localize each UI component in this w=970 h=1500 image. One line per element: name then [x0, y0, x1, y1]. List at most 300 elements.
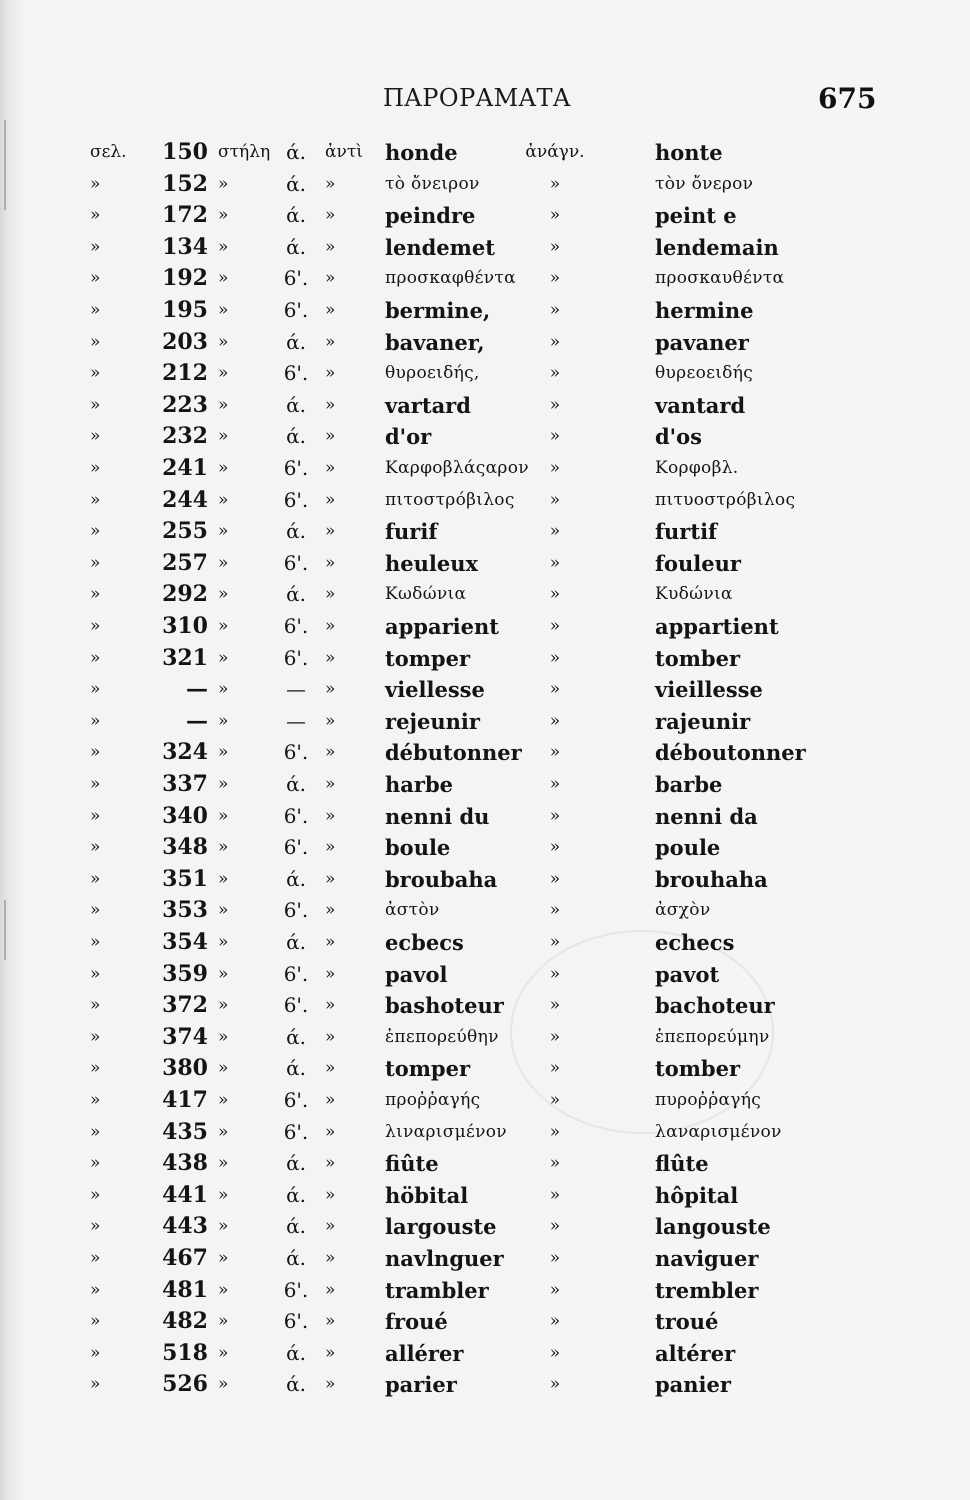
errata-row — [0, 737, 970, 768]
row-read-marker: » — [549, 679, 561, 700]
row-column-marker: » — [218, 1216, 229, 1237]
row-column-marker: » — [218, 173, 229, 194]
row-correction-text: Κυδώνια — [655, 584, 733, 605]
row-correction-text: Κορφοβλ. — [655, 458, 739, 478]
row-page-number: 481 — [162, 1276, 208, 1303]
row-error-text: ἀστὸν — [385, 900, 440, 921]
row-error-text: trambler — [385, 1277, 489, 1303]
row-page-number: 467 — [162, 1245, 208, 1271]
errata-row — [0, 1306, 970, 1337]
row-column: ά. — [286, 1372, 306, 1397]
row-instead-marker: » — [325, 331, 336, 352]
row-read-marker: » — [549, 995, 561, 1016]
row-error-text: bavaner, — [385, 329, 485, 355]
row-sel-marker: » — [90, 394, 101, 415]
row-instead-marker: » — [325, 394, 336, 415]
row-page-number: — — [186, 676, 208, 703]
row-sel-marker: » — [90, 584, 101, 605]
row-column: ά. — [286, 392, 306, 417]
row-error-text: προῤῥαγής — [385, 1090, 481, 1110]
row-column: 6'. — [283, 456, 309, 480]
row-read-marker: » — [549, 1374, 561, 1395]
row-correction-text: poule — [655, 835, 721, 861]
row-column: 6'. — [283, 993, 309, 1018]
row-read-marker: » — [549, 1058, 561, 1079]
row-correction-text: tomber — [655, 645, 741, 671]
row-sel-marker: » — [90, 300, 101, 320]
row-instead-marker: » — [325, 710, 336, 731]
errata-row — [0, 358, 970, 389]
errata-row — [0, 1022, 970, 1053]
row-error-text: vartard — [385, 392, 471, 418]
row-instead-marker: » — [325, 774, 336, 794]
row-instead-marker: » — [325, 1248, 336, 1268]
row-column: 6'. — [283, 740, 309, 765]
row-read-marker: » — [549, 300, 561, 320]
row-read-marker: » — [549, 205, 561, 226]
row-page-number: 482 — [162, 1308, 208, 1335]
row-column-marker: » — [218, 489, 229, 510]
row-column: 6'. — [283, 614, 309, 638]
row-error-text: parier — [385, 1372, 457, 1398]
row-column: 6'. — [283, 1309, 309, 1334]
row-error-text: höbital — [385, 1182, 469, 1208]
row-page-number: 192 — [162, 265, 208, 292]
errata-row — [0, 1243, 970, 1274]
row-error-text: θυροειδής, — [385, 363, 480, 384]
row-instead-marker: » — [325, 1374, 336, 1395]
row-page-number: 152 — [162, 170, 208, 197]
errata-row — [0, 864, 970, 895]
row-page-number: 374 — [162, 1023, 208, 1050]
row-read-marker: » — [549, 900, 561, 921]
row-page-number: 337 — [162, 771, 208, 797]
errata-row — [0, 390, 970, 421]
row-error-text: tomper — [385, 645, 471, 671]
row-column: ά. — [286, 329, 306, 354]
row-column-marker: » — [218, 300, 229, 320]
row-column-marker: » — [218, 1311, 229, 1332]
row-correction-text: ἀσχὸν — [655, 900, 711, 921]
errata-row — [0, 485, 970, 516]
row-read-marker: » — [549, 1090, 561, 1110]
row-error-text: pavol — [385, 961, 448, 987]
row-page-number: 348 — [162, 834, 208, 861]
row-page-number: 172 — [162, 202, 208, 229]
row-read-marker: » — [549, 837, 561, 858]
row-sel-marker: » — [90, 1248, 101, 1268]
row-read-marker: » — [549, 236, 561, 257]
errata-row — [0, 990, 970, 1021]
row-sel-marker: » — [90, 521, 101, 542]
row-error-text: largouste — [385, 1214, 497, 1240]
row-sel-marker: » — [90, 805, 101, 826]
row-column-marker: » — [218, 963, 229, 984]
row-error-text: apparient — [385, 614, 499, 639]
row-read-marker: » — [549, 932, 561, 952]
row-column-marker: » — [218, 710, 229, 731]
errata-row — [0, 1148, 970, 1179]
row-column-marker: » — [218, 1121, 229, 1142]
row-read-marker: » — [549, 458, 561, 478]
row-instead-marker: » — [325, 1311, 336, 1332]
row-page-number: 292 — [162, 581, 208, 608]
row-sel-marker: » — [90, 1279, 101, 1300]
row-read-marker: » — [549, 963, 561, 984]
row-correction-text: appartient — [655, 614, 779, 639]
row-correction-text: troué — [655, 1309, 719, 1335]
row-column: ά. — [286, 866, 306, 891]
row-page-number: 354 — [162, 929, 208, 955]
row-error-text: honde — [385, 140, 458, 165]
row-page-number: 223 — [162, 391, 208, 418]
row-instead-marker: » — [325, 236, 336, 257]
row-page-number: 380 — [162, 1055, 208, 1082]
row-error-text: froué — [385, 1309, 448, 1335]
row-column: ά. — [286, 424, 306, 449]
row-error-text: τὸ ὄνειρον — [385, 173, 480, 194]
errata-row — [0, 1053, 970, 1084]
row-column: ά. — [286, 234, 306, 259]
row-instead-marker: » — [325, 963, 336, 984]
row-read-marker: » — [549, 521, 561, 542]
row-error-text: furif — [385, 519, 438, 545]
row-sel-marker: » — [90, 268, 101, 289]
row-error-text: harbe — [385, 772, 453, 797]
row-column-marker: » — [218, 1342, 229, 1363]
row-read-marker: » — [549, 868, 561, 889]
row-column-marker: » — [218, 616, 229, 636]
row-correction-text: flûte — [655, 1151, 709, 1177]
row-sel-marker: » — [90, 331, 101, 352]
row-column: ά. — [286, 772, 306, 796]
row-instead-marker: » — [325, 300, 336, 320]
row-column: 6'. — [283, 961, 309, 986]
row-read-marker: » — [549, 774, 561, 794]
row-instead-marker: » — [325, 173, 336, 194]
row-read-marker: » — [549, 426, 561, 447]
errata-row — [0, 801, 970, 832]
row-read-marker: » — [549, 710, 561, 731]
row-page-number: 372 — [162, 992, 208, 1019]
row-error-text: λιναρισμένον — [385, 1121, 507, 1142]
row-page-number: 417 — [162, 1087, 208, 1113]
errata-row — [0, 643, 970, 674]
row-instead-marker: » — [325, 679, 336, 700]
row-error-text: tomper — [385, 1056, 471, 1082]
row-error-text: lendemet — [385, 234, 495, 260]
row-sel-marker: » — [90, 679, 101, 700]
errata-row — [0, 327, 970, 358]
row-read-marker: ἀνάγν. — [525, 142, 585, 162]
errata-row — [0, 200, 970, 231]
row-page-number: 150 — [162, 139, 208, 165]
errata-row — [0, 453, 970, 484]
row-error-text: navlnguer — [385, 1246, 504, 1271]
row-column-marker: » — [218, 268, 229, 289]
row-error-text: nenni du — [385, 803, 490, 829]
row-read-marker: » — [549, 742, 561, 763]
row-correction-text: hôpital — [655, 1182, 739, 1208]
row-sel-marker: » — [90, 1184, 101, 1205]
row-correction-text: altérer — [655, 1340, 736, 1366]
row-column-marker: » — [218, 521, 229, 542]
row-instead-marker: ἀντὶ — [325, 142, 363, 162]
row-sel-marker: » — [90, 774, 101, 794]
row-page-number: 232 — [162, 423, 208, 450]
row-instead-marker: » — [325, 868, 336, 889]
row-error-text: ecbecs — [385, 930, 464, 955]
row-column-marker: » — [218, 679, 229, 700]
row-page-number: 353 — [162, 897, 208, 924]
row-instead-marker: » — [325, 1121, 336, 1142]
row-column-marker: » — [218, 805, 229, 826]
row-correction-text: déboutonner — [655, 740, 806, 766]
row-instead-marker: » — [325, 1153, 336, 1174]
row-column-marker: » — [218, 236, 229, 257]
row-instead-marker: » — [325, 1026, 336, 1047]
row-instead-marker: » — [325, 205, 336, 226]
row-correction-text: panier — [655, 1372, 731, 1398]
row-instead-marker: » — [325, 1090, 336, 1110]
errata-row — [0, 832, 970, 863]
row-column: 6'. — [283, 803, 309, 828]
row-error-text: bashoteur — [385, 993, 504, 1019]
errata-row — [0, 421, 970, 452]
row-read-marker: » — [549, 331, 561, 352]
row-instead-marker: » — [325, 426, 336, 447]
row-sel-marker: » — [90, 742, 101, 763]
row-sel-marker: » — [90, 1026, 101, 1047]
row-correction-text: langouste — [655, 1214, 771, 1240]
row-correction-text: vantard — [655, 392, 746, 418]
row-page-number: 443 — [162, 1213, 208, 1240]
errata-row — [0, 579, 970, 610]
row-instead-marker: » — [325, 1058, 336, 1079]
row-page-number: 195 — [162, 297, 208, 323]
row-column: ά. — [286, 930, 306, 954]
row-error-text: Καρφοβλάςαρον — [385, 458, 529, 478]
row-sel-marker: σελ. — [90, 142, 127, 162]
row-sel-marker: » — [90, 1374, 101, 1395]
row-page-number: 212 — [162, 360, 208, 387]
row-correction-text: lendemain — [655, 234, 779, 260]
row-column-marker: » — [218, 458, 229, 478]
row-correction-text: nenni da — [655, 803, 758, 829]
row-sel-marker: » — [90, 1216, 101, 1237]
row-column: 6'. — [283, 645, 309, 670]
row-sel-marker: » — [90, 932, 101, 952]
row-page-number: 526 — [162, 1371, 208, 1398]
row-column-marker: » — [218, 1090, 229, 1110]
row-instead-marker: » — [325, 552, 336, 573]
errata-row — [0, 1211, 970, 1242]
row-page-number: 435 — [162, 1118, 208, 1145]
errata-row — [0, 137, 970, 168]
errata-row — [0, 927, 970, 958]
row-sel-marker: » — [90, 489, 101, 510]
row-sel-marker: » — [90, 1311, 101, 1332]
row-column-marker: » — [218, 1058, 229, 1079]
row-column-marker: » — [218, 1248, 229, 1268]
row-column: ά. — [286, 1340, 306, 1365]
row-correction-text: τὸν ὄνερον — [655, 173, 754, 194]
row-correction-text: λαναρισμένον — [655, 1121, 782, 1142]
row-page-number: 441 — [162, 1181, 208, 1208]
row-column: — — [286, 677, 306, 702]
row-page-number: 324 — [162, 739, 208, 766]
row-read-marker: » — [549, 489, 561, 510]
row-column: 6'. — [283, 898, 309, 923]
row-correction-text: πιτυοστρόβιλος — [655, 489, 796, 510]
row-column: ά. — [286, 582, 306, 607]
row-error-text: allérer — [385, 1340, 464, 1366]
row-error-text: πιτοστρόβιλος — [385, 489, 515, 510]
row-correction-text: naviguer — [655, 1246, 759, 1271]
row-instead-marker: » — [325, 584, 336, 605]
errata-row — [0, 169, 970, 200]
row-read-marker: » — [549, 616, 561, 636]
row-error-text: Κωδώνια — [385, 584, 467, 605]
row-instead-marker: » — [325, 932, 336, 952]
errata-row — [0, 1275, 970, 1306]
row-column-marker: » — [218, 868, 229, 889]
errata-row — [0, 706, 970, 737]
row-instead-marker: » — [325, 1216, 336, 1237]
page-title: ΠΑΡΟΡΑΜΑΤΑ — [383, 84, 571, 112]
errata-row — [0, 295, 970, 326]
row-column: ά. — [286, 1214, 306, 1239]
row-page-number: 134 — [162, 233, 208, 260]
row-correction-text: vieillesse — [655, 677, 763, 703]
errata-row — [0, 1117, 970, 1148]
row-error-text: ἐπεπορεύθην — [385, 1026, 499, 1047]
row-column-marker: » — [218, 647, 229, 668]
row-page-number: 310 — [162, 613, 208, 639]
row-instead-marker: » — [325, 805, 336, 826]
errata-row — [0, 1369, 970, 1400]
row-read-marker: » — [549, 805, 561, 826]
row-column-marker: » — [218, 1184, 229, 1205]
row-column: 6'. — [283, 487, 309, 512]
row-column-marker: » — [218, 394, 229, 415]
row-instead-marker: » — [325, 742, 336, 763]
row-page-number: 257 — [162, 549, 208, 576]
row-sel-marker: » — [90, 173, 101, 194]
row-correction-text: peint e — [655, 203, 737, 229]
errata-row — [0, 769, 970, 800]
row-correction-text: furtif — [655, 519, 718, 545]
row-instead-marker: » — [325, 521, 336, 542]
row-correction-text: ἐπεπορεύμην — [655, 1026, 770, 1047]
row-instead-marker: » — [325, 489, 336, 510]
row-instead-marker: » — [325, 995, 336, 1016]
row-column: ά. — [286, 1182, 306, 1207]
row-sel-marker: » — [90, 837, 101, 858]
row-page-number: 351 — [162, 865, 208, 892]
row-sel-marker: » — [90, 995, 101, 1016]
row-sel-marker: » — [90, 1153, 101, 1174]
row-column: 6'. — [283, 835, 309, 860]
row-sel-marker: » — [90, 1342, 101, 1363]
row-column: 6'. — [283, 1119, 309, 1144]
row-column: 6'. — [283, 266, 309, 291]
row-error-text: rejeunir — [385, 708, 480, 734]
row-sel-marker: » — [90, 1121, 101, 1142]
row-page-number: 518 — [162, 1339, 208, 1366]
errata-row — [0, 1338, 970, 1369]
row-page-number: 244 — [162, 486, 208, 513]
row-sel-marker: » — [90, 900, 101, 921]
row-read-marker: » — [549, 647, 561, 668]
row-column: ά. — [286, 203, 306, 228]
row-page-number: — — [186, 707, 208, 734]
row-column-marker: » — [218, 363, 229, 384]
row-correction-text: hermine — [655, 298, 754, 323]
row-instead-marker: » — [325, 647, 336, 668]
row-column-marker: » — [218, 742, 229, 763]
page-header — [0, 84, 970, 124]
row-correction-text: προσκαυθέντα — [655, 268, 785, 289]
errata-row — [0, 674, 970, 705]
row-column-marker: » — [218, 426, 229, 447]
row-read-marker: » — [549, 1248, 561, 1268]
row-read-marker: » — [549, 1216, 561, 1237]
row-correction-text: trembler — [655, 1277, 759, 1303]
row-sel-marker: » — [90, 1090, 101, 1110]
row-page-number: 255 — [162, 518, 208, 545]
row-page-number: 203 — [162, 328, 208, 355]
row-read-marker: » — [549, 1311, 561, 1332]
row-instead-marker: » — [325, 837, 336, 858]
errata-row — [0, 263, 970, 294]
row-column-marker: » — [218, 1026, 229, 1047]
row-error-text: boule — [385, 835, 451, 861]
row-read-marker: » — [549, 1184, 561, 1205]
row-page-number: 321 — [162, 644, 208, 671]
row-instead-marker: » — [325, 1342, 336, 1363]
row-correction-text: pavaner — [655, 329, 749, 355]
row-column-marker: » — [218, 1153, 229, 1174]
row-instead-marker: » — [325, 616, 336, 636]
errata-row — [0, 1085, 970, 1116]
row-sel-marker: » — [90, 963, 101, 984]
row-read-marker: » — [549, 552, 561, 573]
row-column-marker: » — [218, 552, 229, 573]
row-column-marker: » — [218, 584, 229, 605]
errata-row — [0, 232, 970, 263]
row-column: 6'. — [283, 1277, 309, 1302]
row-column-marker: » — [218, 331, 229, 352]
row-correction-text: bachoteur — [655, 993, 775, 1019]
row-column: ά. — [286, 171, 306, 196]
row-column: ά. — [286, 519, 306, 544]
row-column-marker: » — [218, 837, 229, 858]
row-instead-marker: » — [325, 1279, 336, 1300]
row-error-text: heuleux — [385, 550, 479, 576]
row-column-marker: » — [218, 1279, 229, 1300]
row-sel-marker: » — [90, 426, 101, 447]
row-column: ά. — [286, 1151, 306, 1176]
row-instead-marker: » — [325, 1184, 336, 1205]
row-sel-marker: » — [90, 710, 101, 731]
row-column-marker: » — [218, 205, 229, 226]
page-number: 675 — [818, 82, 877, 115]
row-read-marker: » — [549, 584, 561, 605]
row-instead-marker: » — [325, 900, 336, 921]
errata-row — [0, 548, 970, 579]
row-read-marker: » — [549, 1342, 561, 1363]
